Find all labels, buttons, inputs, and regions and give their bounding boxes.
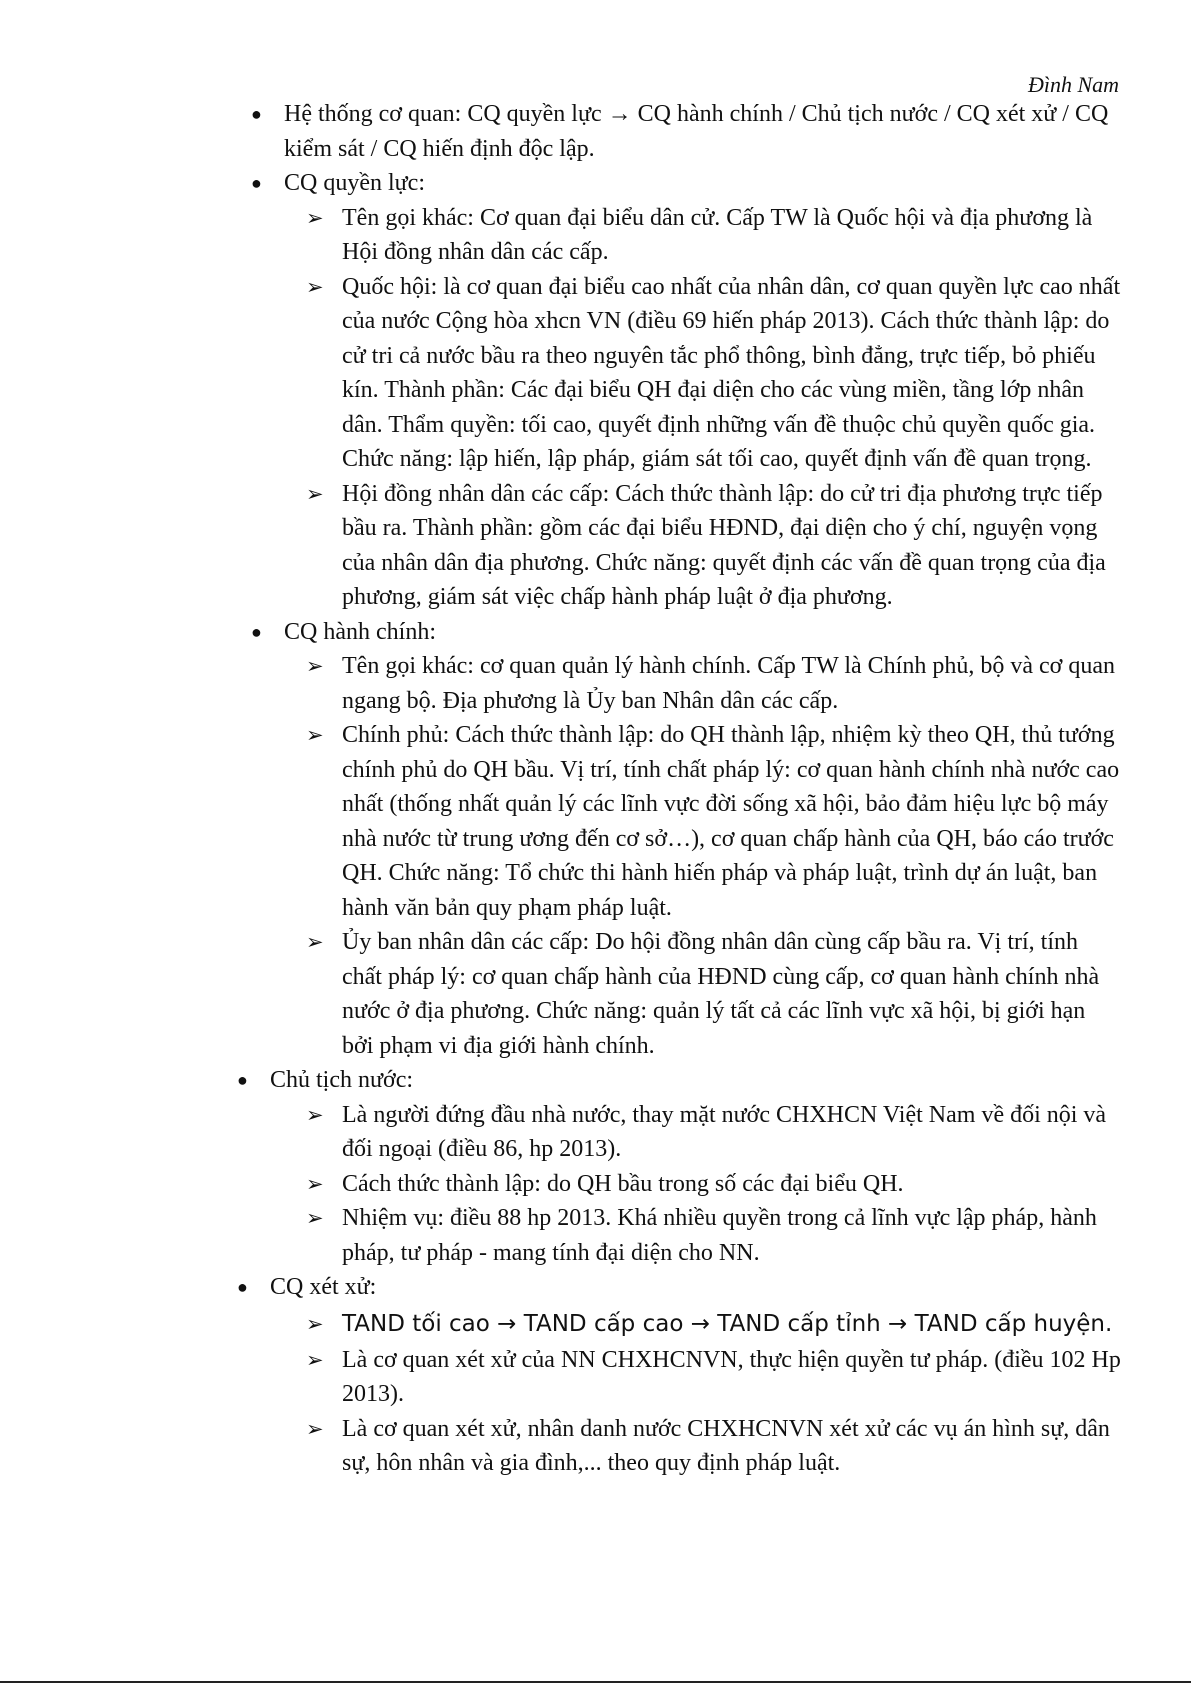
list-item-text: Là người đứng đầu nhà nước, thay mặt nước CHXHCN Việt Nam về đối nội và đối ngoại (điều 86, hp 2013). — [342, 1101, 1107, 1162]
sub-list-item — [0, 1201, 1191, 1270]
page-header-author: Đình Nam — [1027, 72, 1119, 97]
arrow-bullet-icon: ➢ — [306, 205, 324, 230]
list-item-text: Ủy ban nhân dân các cấp: Do hội đồng nhân dân cùng cấp bầu ra. Vị trí, tính chất pháp lý: cơ quan chấp hành của HĐND cùng cấp, cơ quan hành chính nhà nước ở địa phương. Chức năng: quản lý tất cả các lĩnh vực xã hội, bị giới hạn bởi phạm vi địa giới hành chính. — [342, 929, 1100, 1059]
bullet-dot-icon: ● — [251, 104, 262, 124]
list-item-text: CQ quyền lực: — [284, 170, 425, 196]
arrow-bullet-icon: ➢ — [306, 274, 324, 299]
sub-list-item — [0, 1305, 1191, 1343]
arrow-bullet-icon: ➢ — [306, 1171, 324, 1196]
list-item-text: Nhiệm vụ: điều 88 hp 2013. Khá nhiều quyền trong cả lĩnh vực lập pháp, hành pháp, tư pháp - mang tính đại diện cho NN. — [342, 1205, 1097, 1266]
list-item-text: CQ xét xử: — [270, 1274, 377, 1300]
list-item — [0, 97, 1191, 166]
list-item — [0, 1063, 1191, 1098]
document-body — [0, 97, 1191, 1481]
bullet-dot-icon: ● — [237, 1277, 248, 1297]
arrow-bullet-icon: ➢ — [306, 1102, 324, 1127]
list-item — [0, 166, 1191, 201]
list-item-text: Quốc hội: là cơ quan đại biểu cao nhất của nhân dân, cơ quan quyền lực cao nhất của nước Cộng hòa xhcn VN (điều 69 hiến pháp 2013). Cách thức thành lập: do cử tri cả nước bầu ra theo nguyên tắc phổ thông, bình đẳng, trực tiếp, bỏ phiếu kín. Thành phần: Các đại biểu QH đại diện cho các vùng miền, tầng lớp nhân dân. Thẩm quyền: tối cao, quyết định những vấn đề thuộc chủ quyền quốc gia. Chức năng: lập hiến, lập pháp, giám sát tối cao, quyết định vấn đề quan trọng. — [342, 273, 1121, 472]
list-item-text: Cách thức thành lập: do QH bầu trong số các đại biểu QH. — [342, 1170, 904, 1197]
sub-list-item — [0, 1343, 1191, 1412]
list-item-text: Hội đồng nhân dân các cấp: Cách thức thành lập: do cử tri địa phương trực tiếp bầu ra. Thành phần: gồm các đại biểu HĐND, đại diện cho ý chí, nguyện vọng của nhân dân địa phương. Chức năng: quyết định các vấn đề quan trọng của địa phương, giám sát việc chấp hành pháp luật ở địa phương. — [342, 480, 1106, 610]
arrow-bullet-icon: ➢ — [306, 1347, 324, 1372]
arrow-bullet-icon: ➢ — [306, 930, 324, 954]
sub-list-item — [0, 649, 1191, 718]
list-item-text: Là cơ quan xét xử của NN CHXHCNVN, thực hiện quyền tư pháp. (điều 102 Hp 2013). — [342, 1346, 1121, 1407]
bullet-dot-icon: ● — [251, 621, 262, 642]
arrow-bullet-icon: ➢ — [306, 654, 324, 678]
arrow-bullet-icon: ➢ — [306, 481, 324, 506]
arrow-bullet-icon: ➢ — [306, 1416, 324, 1441]
sub-list-item — [0, 1167, 1191, 1202]
list-item-text: TAND tối cao → TAND cấp cao → TAND cấp tỉnh → TAND cấp huyện. — [342, 1310, 1113, 1337]
list-item-text: Hệ thống cơ quan: CQ quyền lực → CQ hành chính / Chủ tịch nước / CQ xét xử / CQ kiểm sát / CQ hiến định độc lập. — [284, 101, 1109, 162]
arrow-bullet-icon: ➢ — [306, 723, 324, 747]
arrow-bullet-icon: ➢ — [306, 1206, 324, 1230]
arrow-bullet-icon: ➢ — [306, 1311, 324, 1336]
sub-list-item — [0, 1412, 1191, 1481]
sub-list-item — [0, 925, 1191, 1063]
sub-list-item — [0, 718, 1191, 925]
sub-list-item — [0, 477, 1191, 615]
list-item — [0, 615, 1191, 650]
list-item — [0, 1270, 1191, 1305]
list-item-text: Là cơ quan xét xử, nhân danh nước CHXHCNVN xét xử các vụ án hình sự, dân sự, hôn nhân và gia đình,... theo quy định pháp luật. — [342, 1415, 1110, 1476]
list-item-text: Tên gọi khác: cơ quan quản lý hành chính. Cấp TW là Chính phủ, bộ và cơ quan ngang bộ. Địa phương là Ủy ban Nhân dân các cấp. — [342, 653, 1115, 714]
page-bottom-rule — [0, 1681, 1191, 1683]
list-item-text: Chủ tịch nước: — [270, 1067, 414, 1093]
bullet-dot-icon: ● — [251, 173, 262, 193]
sub-list-item — [0, 270, 1191, 477]
sub-list-item — [0, 1098, 1191, 1167]
list-item-text: Tên gọi khác: Cơ quan đại biểu dân cử. Cấp TW là Quốc hội và địa phương là Hội đồng nhân dân các cấp. — [342, 204, 1093, 265]
sub-list-item — [0, 201, 1191, 270]
list-item-text: CQ hành chính: — [284, 618, 436, 645]
bullet-dot-icon: ● — [237, 1070, 248, 1090]
list-item-text: Chính phủ: Cách thức thành lập: do QH thành lập, nhiệm kỳ theo QH, thủ tướng chính phủ do QH bầu. Vị trí, tính chất pháp lý: cơ quan hành chính nhà nước cao nhất (thống nhất quản lý các lĩnh vực đời sống xã hội, bảo đảm hiệu lực bộ máy nhà nước từ trung ương đến cơ sở…), cơ quan chấp hành của QH, báo cáo trước QH. Chức năng: Tổ chức thi hành hiến pháp và pháp luật, trình dự án luật, ban hành văn bản quy phạm pháp luật. — [342, 722, 1120, 921]
